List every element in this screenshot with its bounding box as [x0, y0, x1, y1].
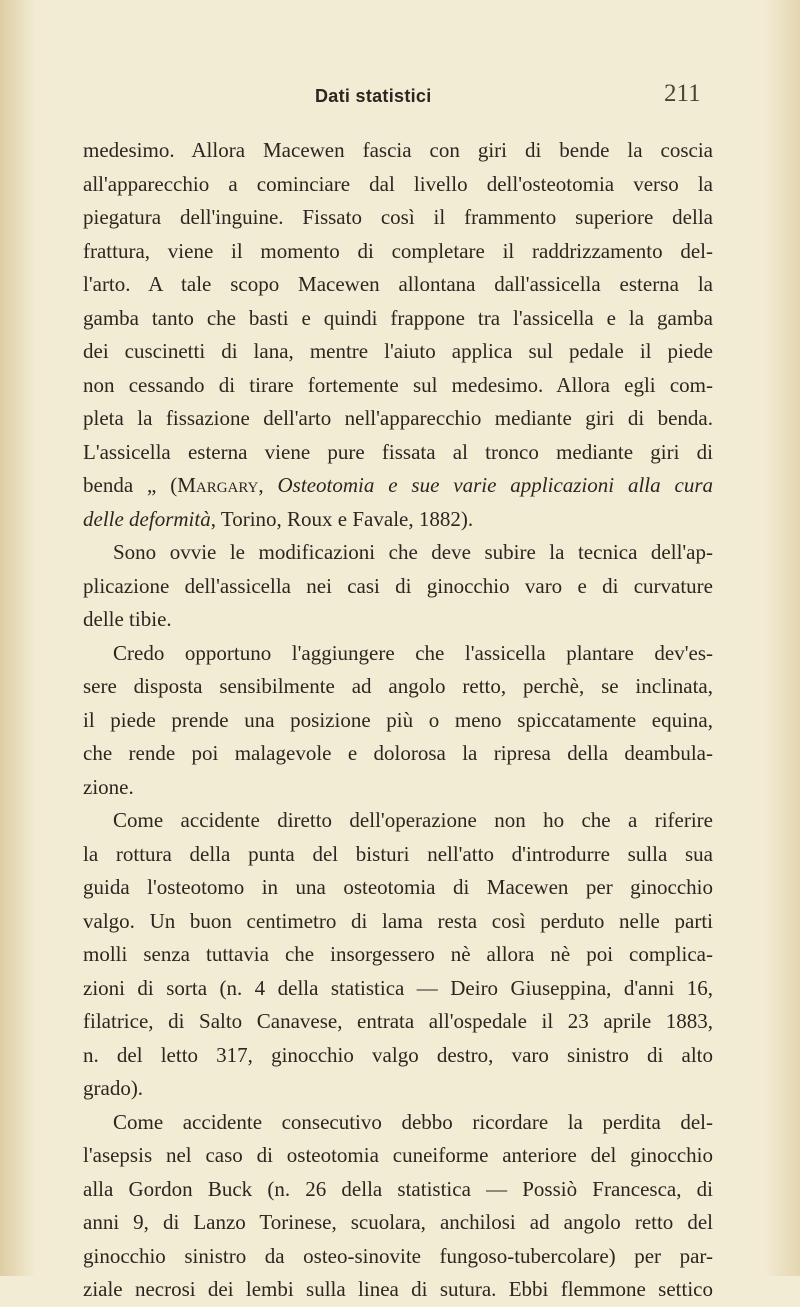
text-line: n. del letto 317, ginocchio valgo destro, varo sinistro di alto	[83, 1042, 713, 1067]
text-line: ziale necrosi dei lembi sulla linea di sutura. Ebbi flemmone settico	[83, 1277, 713, 1301]
text-line: valgo. Un buon centimetro di lama resta così perduto nelle parti	[83, 908, 713, 933]
text-line: grado).	[83, 1076, 144, 1100]
text-line: all'apparecchio a cominciare dal livello dell'osteotomia verso la	[83, 171, 713, 196]
text-line: filatrice, di Salto Canavese, entrata all'ospedale il 23 aprile 1883,	[83, 1009, 713, 1033]
text-line: pleta la fissazione dell'arto nell'apparecchio mediante giri di benda.	[83, 406, 713, 430]
text-line: non cessando di tirare fortemente sul medesimo. Allora egli com-	[83, 372, 713, 397]
page-number: 211	[664, 80, 701, 107]
text-line: gamba tanto che basti e quindi frappone tra l'assicella e la gamba	[83, 305, 713, 330]
text-line: l'asepsis nel caso di osteotomia cuneiforme anteriore del ginocchio	[83, 1143, 713, 1167]
text-line: benda „ (Margary, Osteotomia e sue varie applicazioni alla cura	[83, 473, 713, 497]
text-line: alla Gordon Buck (n. 26 della statistica — Possiò Francesca, di	[83, 1176, 713, 1201]
text-line: L'assicella esterna viene pure fissata al tronco mediante giri di	[83, 439, 713, 464]
page-edge-shadow-right	[764, 0, 800, 1276]
text-line: piegatura dell'inguine. Fissato così il frammento superiore della	[83, 205, 713, 229]
text-line: anni 9, di Lanzo Torinese, scuolara, anchilosi ad angolo retto del	[83, 1210, 713, 1234]
text-line: zione.	[83, 774, 134, 799]
text-line: Credo opportuno l'aggiungere che l'assicella plantare dev'es-	[113, 640, 713, 665]
text-line: guida l'osteotomo in una osteotomia di Macewen per ginocchio	[83, 875, 713, 899]
text-line: sere disposta sensibilmente ad angolo retto, perchè, se inclinata,	[83, 674, 713, 698]
text-line: frattura, viene il momento di completare il raddrizzamento del-	[83, 238, 713, 263]
text-line: delle deformità, Torino, Roux e Favale, 1882).	[83, 506, 474, 531]
text-line: dei cuscinetti di lana, mentre l'aiuto applica sul pedale il piede	[83, 339, 713, 363]
body-text	[83, 134, 713, 1307]
text-line: che rende poi malagevole e dolorosa la ripresa della deambula-	[83, 741, 713, 765]
text-line: l'arto. A tale scopo Macewen allontana dall'assicella esterna la	[83, 272, 713, 296]
text-line: Come accidente consecutivo debbo ricordare la perdita del-	[113, 1109, 713, 1134]
text-line: zioni di sorta (n. 4 della statistica — Deiro Giuseppina, d'anni 16,	[83, 975, 713, 1000]
text-line: ginocchio sinistro da osteo-sinovite fungoso-tubercolare) per par-	[83, 1243, 713, 1268]
text-line: medesimo. Allora Macewen fascia con giri di bende la coscia	[83, 138, 713, 162]
text-line: Sono ovvie le modificazioni che deve subire la tecnica dell'ap-	[113, 540, 713, 564]
text-line: delle tibie.	[83, 607, 172, 631]
running-head	[0, 80, 800, 114]
text-line: Come accidente diretto dell'operazione non ho che a riferire	[113, 808, 713, 832]
text-line: il piede prende una posizione più o meno spiccatamente equina,	[83, 707, 713, 732]
running-title: Dati statistici	[315, 86, 432, 106]
text-line: plicazione dell'assicella nei casi di ginocchio varo e di curvature	[83, 573, 713, 598]
page-edge-shadow-left	[0, 0, 36, 1276]
text-line: molli senza tuttavia che insorgessero nè allora nè poi complica-	[83, 942, 713, 966]
text-line: la rottura della punta del bisturi nell'atto d'introdurre sulla sua	[83, 841, 713, 866]
